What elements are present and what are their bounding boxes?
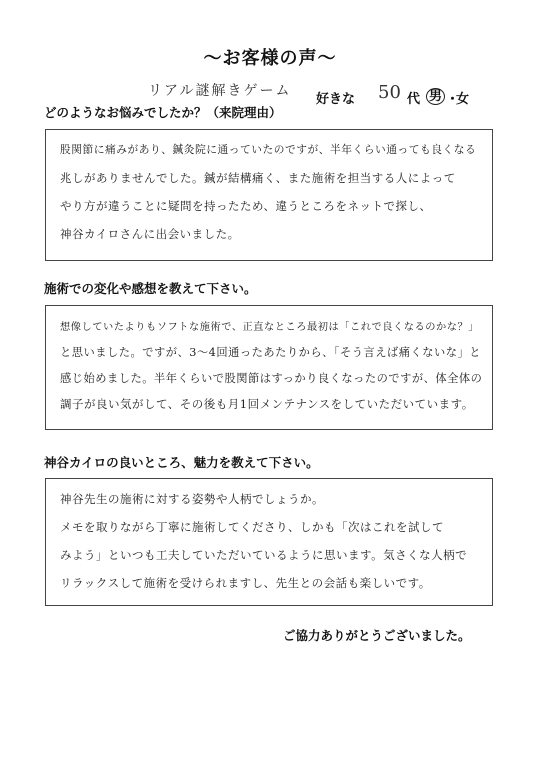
answer-line: 調子が良い気がして、その後も月1回メンテナンスをしていただいています。 — [60, 397, 474, 411]
answer-box-reason — [45, 129, 493, 261]
gender-female: 女 — [456, 92, 470, 107]
answer-line: と思いました。ですが、3～4回通ったあたりから、「そう言えば痛くないな」と — [60, 346, 481, 359]
answer-line: 感じ始めました。半年くらいで股関節はすっかり良くなったのですが、体全体の — [60, 372, 483, 385]
closing-text: ご協力ありがとうございました。 — [283, 628, 471, 643]
answer-line: 神谷先生の施術に対する姿勢や人柄でしょうか。 — [60, 492, 324, 506]
answer-line: みよう」といつも工夫していただいているように思います。気さくな人柄で — [60, 548, 468, 562]
page-title: ～お客様の声～ — [203, 48, 337, 69]
question-changes: 施術での変化や感想を教えて下さい。 — [44, 281, 257, 296]
age-value: 50 — [378, 82, 401, 103]
answer-box-changes — [45, 305, 493, 430]
hobby-label: 好きな — [316, 92, 356, 107]
gender-male-circled: 男 — [426, 88, 445, 105]
gender-separator: ・ — [446, 92, 460, 107]
answer-line: リラックスして施術を受けられますし、先生との会話も楽しいです。 — [60, 576, 431, 590]
answer-line: 想像していたよりもソフトな施術で、正直なところ最初は「これで良くなるのかな？」 — [60, 321, 480, 333]
answer-line: 神谷カイロさんに出会いました。 — [60, 227, 240, 241]
question-reason: どのようなお悩みでしたか？（来院理由） — [44, 105, 282, 120]
answer-line: やり方が違うことに疑問を持ったため、違うところをネットで探し、 — [60, 199, 432, 213]
hobby-value: リアル謎解きゲーム — [148, 83, 292, 99]
answer-line: メモを取りながら丁寧に施術してくださり、しかも「次はこれを試して — [60, 520, 444, 534]
age-suffix: 代 — [407, 92, 421, 107]
question-appeal: 神谷カイロの良いところ、魅力を教えて下さい。 — [44, 455, 319, 470]
answer-box-appeal — [45, 478, 493, 606]
answer-line: 股関節に痛みがあり、鍼灸院に通っていたのですが、半年くらい通っても良くなる — [60, 143, 477, 156]
answer-line: 兆しがありませんでした。鍼が結構痛く、また施術を担当する人によって — [60, 171, 456, 185]
